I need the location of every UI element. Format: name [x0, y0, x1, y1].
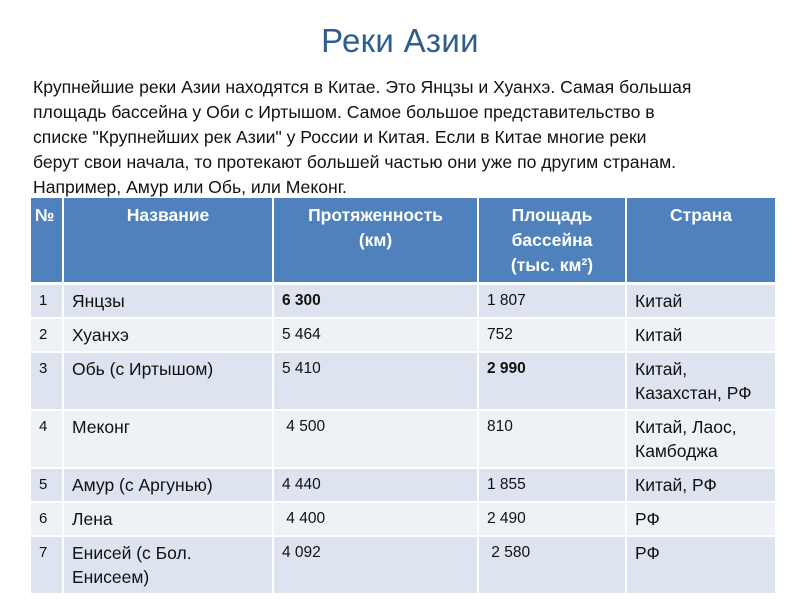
header-area-line1: Площадь	[511, 205, 593, 225]
cell-length: 4 500	[273, 410, 478, 468]
intro-line: Например, Амур или Обь, или Меконг.	[33, 177, 347, 197]
intro-line: Крупнейшие реки Азии находятся в Китае. Это Янцзы и Хуанхэ. Самая большая	[33, 77, 692, 97]
table-row	[31, 352, 775, 410]
header-length	[273, 198, 478, 284]
cell-name: Меконг	[63, 410, 273, 468]
cell-length: 6 300	[273, 284, 478, 319]
table-header-row	[31, 198, 775, 284]
header-area-line3: (тыс. км²)	[510, 255, 594, 275]
cell-country: РФ	[626, 502, 775, 536]
cell-name: Обь (с Иртышом)	[63, 352, 273, 410]
cell-num: 2	[31, 318, 63, 352]
table-row	[31, 468, 775, 502]
header-area	[478, 198, 626, 284]
cell-length: 4 092	[273, 536, 478, 594]
table-row	[31, 410, 775, 468]
cell-num: 1	[31, 284, 63, 319]
cell-country: Китай	[626, 284, 775, 319]
cell-area: 1 855	[478, 468, 626, 502]
cell-name: Амур (с Аргунью)	[63, 468, 273, 502]
intro-line: списке "Крупнейших рек Азии" у России и Китая. Если в Китае многие реки	[33, 127, 647, 147]
header-length-line2: (км)	[358, 230, 393, 250]
header-country: Страна	[626, 198, 775, 284]
header-num: №	[31, 198, 63, 284]
header-name: Название	[63, 198, 273, 284]
intro-line: площадь бассейна у Оби с Иртышом. Самое большое представительство в	[33, 102, 655, 122]
cell-num: 4	[31, 410, 63, 468]
cell-country: Китай, РФ	[626, 468, 775, 502]
table-row	[31, 502, 775, 536]
slide-title: Реки Азии	[321, 22, 479, 59]
cell-country: Китай, Казахстан, РФ	[626, 352, 775, 410]
cell-area: 2 490	[478, 502, 626, 536]
cell-name: Лена	[63, 502, 273, 536]
cell-area: 810	[478, 410, 626, 468]
cell-num: 6	[31, 502, 63, 536]
cell-name: Енисей (с Бол. Енисеем)	[63, 536, 273, 594]
cell-length: 4 440	[273, 468, 478, 502]
cell-num: 5	[31, 468, 63, 502]
cell-length: 5 464	[273, 318, 478, 352]
cell-num: 3	[31, 352, 63, 410]
cell-area: 752	[478, 318, 626, 352]
intro-line: берут свои начала, то протекают большей частью они уже по другим странам.	[33, 152, 677, 172]
cell-country: РФ	[626, 536, 775, 594]
cell-country: Китай, Лаос, Камбоджа	[626, 410, 775, 468]
cell-area: 1 807	[478, 284, 626, 319]
table-row	[31, 318, 775, 352]
cell-num: 7	[31, 536, 63, 594]
cell-country: Китай	[626, 318, 775, 352]
table-row	[31, 536, 775, 594]
cell-length: 4 400	[273, 502, 478, 536]
header-area-line2: бассейна	[511, 230, 593, 250]
table-row	[31, 284, 775, 319]
rivers-table	[31, 198, 775, 595]
cell-name: Хуанхэ	[63, 318, 273, 352]
cell-area: 2 580	[478, 536, 626, 594]
cell-area: 2 990	[478, 352, 626, 410]
header-length-line1: Протяженность	[308, 205, 443, 225]
intro-paragraph	[33, 75, 778, 200]
cell-length: 5 410	[273, 352, 478, 410]
cell-name: Янцзы	[63, 284, 273, 319]
